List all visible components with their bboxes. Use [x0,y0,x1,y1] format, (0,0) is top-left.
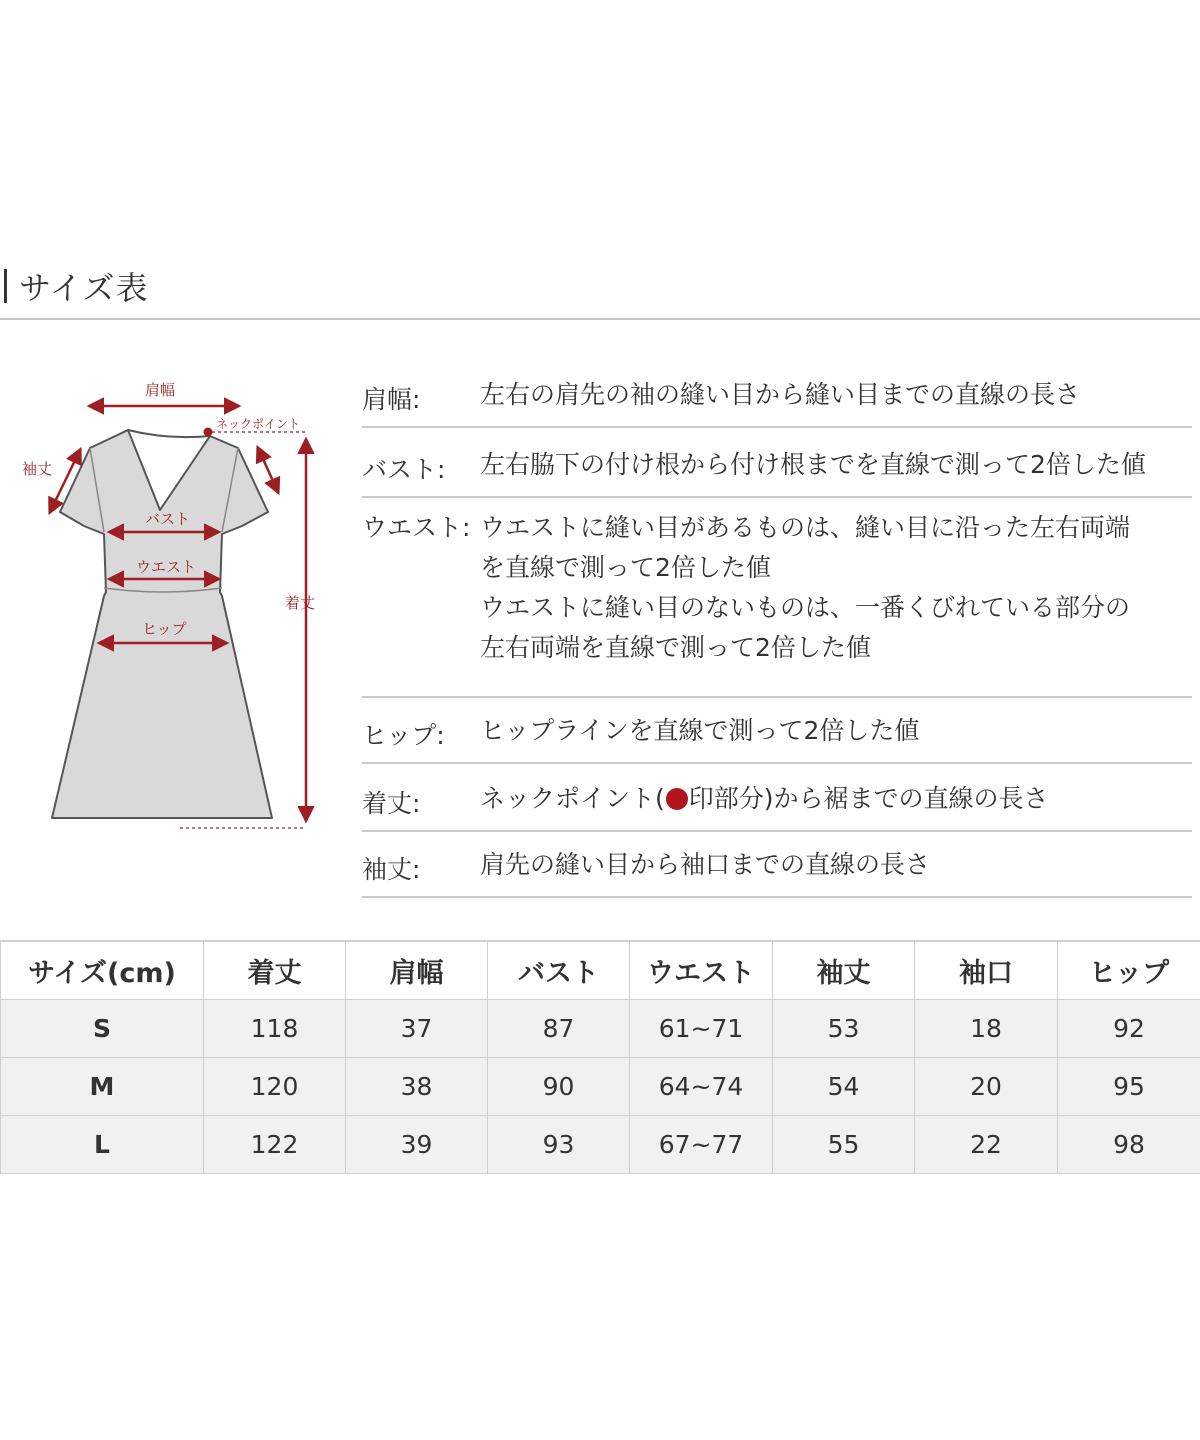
definition-line: ウエストに縫い目があるものは、縫い目に沿った左右両端 [480,513,1131,542]
table-cell: 92 [1058,1000,1200,1058]
definition-line: ウエストに縫い目のないものは、一番くびれている部分の [480,593,1131,622]
shoulder-label: 肩幅 [145,381,176,399]
table-cell: 61~71 [630,1000,773,1058]
definition-desc [480,380,1192,426]
definition-line: 左右両端を直線で測って2倍した値 [480,633,871,662]
page-title [4,262,148,310]
neck-point-label: ネックポイント [216,417,301,431]
definition-line-post: 印部分)から裾までの直線の長さ [688,784,1049,813]
table-cell: 98 [1058,1116,1200,1174]
column-header: ヒップ [1058,941,1200,1000]
definition-desc [480,716,1192,762]
table-cell: 53 [773,1000,915,1058]
definition-term: 袖丈: [362,855,421,884]
table-row [1,1116,1200,1174]
dress-diagram-svg [0,360,345,840]
definition-desc [480,784,1192,830]
table-cell: 122 [204,1116,346,1174]
size-cell: L [1,1116,204,1174]
table-cell: 118 [204,1000,346,1058]
neckline [128,430,210,437]
column-header: 肩幅 [346,941,488,1000]
column-header: バスト [488,941,630,1000]
size-cell: S [1,1000,204,1058]
title-accent-bar [4,269,7,303]
definition-row-length [362,764,1192,832]
sleeve-arrow-right [258,448,278,492]
size-table-header-row [1,941,1200,1000]
column-header: ウエスト [630,941,773,1000]
definition-line: 肩先の縫い目から袖口までの直線の長さ [480,850,931,879]
table-cell: 67~77 [630,1116,773,1174]
table-cell: 54 [773,1058,915,1116]
neck-point-dot [204,428,213,437]
measurement-definitions [362,366,1192,898]
table-row [1,1058,1200,1116]
column-header: 袖口 [915,941,1058,1000]
definition-term: 肩幅: [362,385,421,414]
definition-term: バスト: [362,455,446,484]
definition-line: 左右脇下の付け根から付け根までを直線で測って2倍した値 [480,450,1146,479]
definition-term: ヒップ: [362,721,445,750]
column-header: 袖丈 [773,941,915,1000]
hip-label: ヒップ [142,620,187,638]
definition-line-pre: ネックポイント( [480,784,665,813]
definition-term: ウエスト: [362,513,471,542]
size-cell: M [1,1058,204,1116]
definition-row-shoulder [362,366,1192,428]
sleeve-label: 袖丈 [22,460,53,478]
table-cell: 87 [488,1000,630,1058]
table-cell: 22 [915,1116,1058,1174]
table-cell: 93 [488,1116,630,1174]
waist-label: ウエスト [136,558,197,576]
definition-row-waist [362,498,1192,698]
table-cell: 20 [915,1058,1058,1116]
length-label: 着丈 [285,594,316,612]
neck-point-marker-icon [666,788,688,810]
definition-row-hip [362,698,1192,764]
table-cell: 37 [346,1000,488,1058]
definition-line: を直線で測って2倍した値 [480,553,771,582]
definition-line: ヒップラインを直線で測って2倍した値 [480,716,920,745]
table-cell: 120 [204,1058,346,1116]
definition-desc [480,850,1192,896]
definition-row-sleeve [362,832,1192,898]
page-title-text: サイズ表 [19,269,149,307]
definition-desc [480,450,1192,496]
table-cell: 18 [915,1000,1058,1058]
table-cell: 90 [488,1058,630,1116]
definition-desc [480,508,1192,696]
measurement-diagram [0,360,345,840]
table-cell: 55 [773,1116,915,1174]
definition-row-bust [362,428,1192,498]
column-header: 着丈 [204,941,346,1000]
definition-line: 左右の肩先の袖の縫い目から縫い目までの直線の長さ [480,380,1081,409]
column-header: サイズ(cm) [1,941,204,1000]
definition-term: 着丈: [362,789,421,818]
table-cell: 38 [346,1058,488,1116]
table-row [1,1000,1200,1058]
table-cell: 64~74 [630,1058,773,1116]
table-cell: 39 [346,1116,488,1174]
bust-label: バスト [145,510,191,528]
table-cell: 95 [1058,1058,1200,1116]
title-divider [0,318,1200,320]
size-table [0,940,1200,1174]
